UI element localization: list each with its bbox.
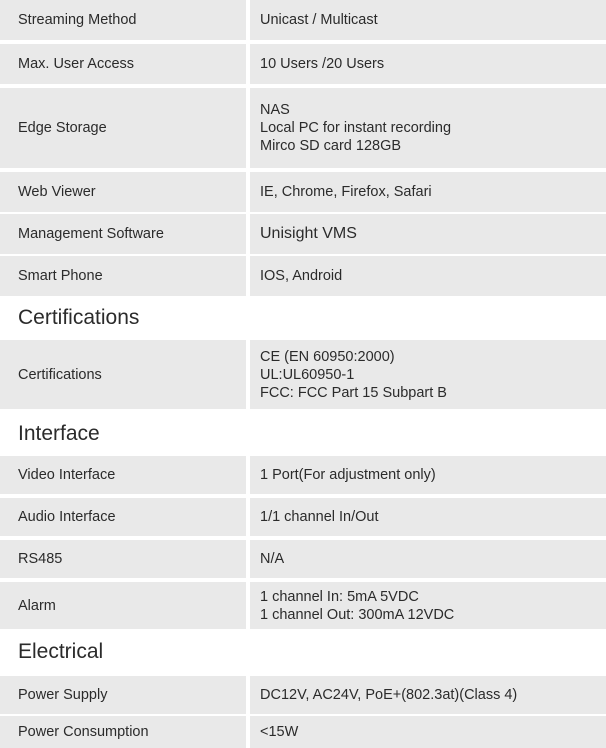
spec-label: Smart Phone [0, 256, 246, 296]
spec-value-line: NAS [260, 102, 290, 118]
spec-row-alarm [0, 582, 606, 629]
spec-value-line: N/A [260, 551, 285, 567]
spec-value-line: Local PC for instant recording [260, 120, 452, 136]
spec-value-line: UL:UL60950-1 [260, 366, 355, 383]
spec-row-power-supply [0, 676, 606, 714]
spec-value [250, 676, 606, 714]
spec-value-line: DC12V, AC24V, PoE+(802.3at)(Class 4) [260, 687, 518, 703]
spec-label: Power Supply [0, 676, 246, 714]
spec-label: Management Software [0, 214, 246, 254]
spec-value-line: Unicast / Multicast [260, 12, 378, 28]
spec-row-streaming-method [0, 0, 606, 40]
spec-row-certifications [0, 340, 606, 409]
spec-label: Audio Interface [0, 498, 246, 536]
spec-value-line: Mirco SD card 128GB [260, 138, 402, 154]
spec-value [250, 498, 606, 536]
spec-value-line: 1 channel In: 5mA 5VDC [260, 588, 419, 605]
spec-value [250, 456, 606, 494]
spec-value [250, 214, 606, 254]
spec-value-line: 1 channel Out: 300mA 12VDC [260, 606, 455, 623]
section-heading-interface: Interface [18, 422, 100, 445]
spec-label: Certifications [0, 340, 246, 409]
spec-row-edge-storage [0, 88, 606, 168]
spec-label: Video Interface [0, 456, 246, 494]
spec-value [250, 540, 606, 578]
spec-value-line: IE, Chrome, Firefox, Safari [260, 184, 432, 200]
spec-row-web-viewer [0, 172, 606, 212]
spec-value-line: CE (EN 60950:2000) [260, 348, 395, 365]
spec-label: Power Consumption [0, 716, 246, 748]
spec-label: RS485 [0, 540, 246, 578]
spec-label: Max. User Access [0, 44, 246, 84]
spec-value [250, 716, 606, 748]
section-heading-certifications: Certifications [18, 306, 140, 329]
spec-value-line: 1 Port(For adjustment only) [260, 467, 436, 483]
spec-value-line: <15W [260, 724, 299, 740]
spec-value-line: Unisight VMS [260, 225, 357, 242]
spec-value [250, 256, 606, 296]
spec-value [250, 340, 606, 409]
spec-row-audio-interface [0, 498, 606, 536]
spec-value-line: 1/1 channel In/Out [260, 509, 379, 525]
spec-row-video-interface [0, 456, 606, 494]
spec-value [250, 582, 606, 629]
spec-value-line: IOS, Android [260, 268, 343, 284]
spec-row-management-software [0, 214, 606, 254]
section-heading-electrical: Electrical [18, 640, 104, 663]
spec-label: Web Viewer [0, 172, 246, 212]
spec-value-line: FCC: FCC Part 15 Subpart B [260, 384, 447, 401]
spec-label: Streaming Method [0, 0, 246, 40]
spec-value-line: 10 Users /20 Users [260, 56, 385, 72]
spec-row-rs485 [0, 540, 606, 578]
spec-row-smart-phone [0, 256, 606, 296]
spec-row-max-user-access [0, 44, 606, 84]
spec-label: Alarm [0, 582, 246, 629]
spec-value [250, 44, 606, 84]
spec-label: Edge Storage [0, 88, 246, 168]
spec-value [250, 172, 606, 212]
spec-row-power-consumption [0, 716, 606, 748]
spec-value [250, 0, 606, 40]
spec-value [250, 88, 606, 168]
